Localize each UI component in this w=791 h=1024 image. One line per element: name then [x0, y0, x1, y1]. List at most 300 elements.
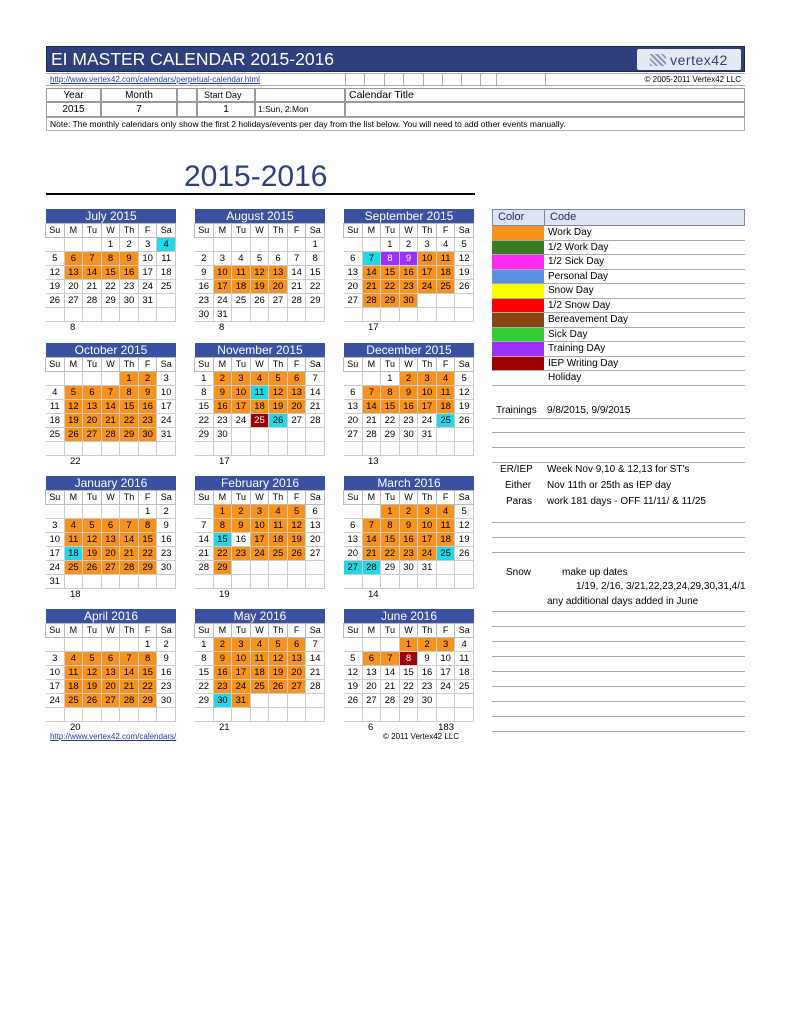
day-cell[interactable]: 12 — [455, 386, 474, 400]
day-cell[interactable]: 17 — [251, 533, 270, 547]
day-cell[interactable]: 31 — [418, 561, 437, 575]
day-cell[interactable]: 6 — [65, 252, 84, 266]
day-cell[interactable]: 6 — [344, 519, 363, 533]
day-cell[interactable]: 3 — [46, 652, 65, 666]
day-cell[interactable]: 26 — [455, 280, 474, 294]
day-cell[interactable]: 30 — [157, 561, 176, 575]
day-cell[interactable]: 14 — [195, 533, 214, 547]
day-cell[interactable]: 17 — [46, 547, 65, 561]
day-cell[interactable]: 8 — [306, 252, 325, 266]
day-cell[interactable]: 7 — [288, 252, 307, 266]
day-cell[interactable]: 24 — [157, 414, 176, 428]
day-cell[interactable]: 11 — [251, 652, 270, 666]
day-cell[interactable]: 29 — [120, 428, 139, 442]
day-cell[interactable]: 30 — [120, 294, 139, 308]
day-cell[interactable]: 28 — [363, 561, 382, 575]
day-cell[interactable]: 7 — [120, 519, 139, 533]
day-cell[interactable]: 16 — [157, 666, 176, 680]
day-cell[interactable]: 8 — [381, 386, 400, 400]
day-cell[interactable]: 19 — [455, 400, 474, 414]
day-cell[interactable]: 17 — [232, 666, 251, 680]
day-cell[interactable]: 4 — [65, 652, 84, 666]
day-cell[interactable]: 12 — [251, 266, 270, 280]
day-cell[interactable]: 9 — [120, 252, 139, 266]
day-cell[interactable]: 22 — [120, 414, 139, 428]
day-cell[interactable]: 21 — [288, 280, 307, 294]
template-link[interactable]: http://www.vertex42.com/calendars/perpetual-calendar.html — [50, 75, 260, 84]
day-cell[interactable]: 3 — [418, 505, 437, 519]
day-cell[interactable]: 9 — [232, 519, 251, 533]
day-cell[interactable]: 26 — [455, 547, 474, 561]
day-cell[interactable]: 25 — [157, 280, 176, 294]
day-cell[interactable]: 26 — [251, 294, 270, 308]
day-cell[interactable]: 1 — [381, 238, 400, 252]
day-cell[interactable]: 4 — [157, 238, 176, 252]
day-cell[interactable]: 31 — [214, 308, 233, 322]
day-cell[interactable]: 28 — [363, 294, 382, 308]
day-cell[interactable]: 6 — [102, 519, 121, 533]
day-cell[interactable]: 13 — [65, 266, 84, 280]
day-cell[interactable]: 11 — [46, 400, 65, 414]
day-cell[interactable]: 15 — [381, 400, 400, 414]
day-cell[interactable]: 14 — [306, 386, 325, 400]
day-cell[interactable]: 5 — [269, 638, 288, 652]
day-cell[interactable]: 26 — [288, 547, 307, 561]
day-cell[interactable]: 8 — [139, 652, 158, 666]
day-cell[interactable]: 8 — [381, 519, 400, 533]
day-cell[interactable]: 11 — [232, 266, 251, 280]
day-cell[interactable]: 20 — [344, 414, 363, 428]
day-cell[interactable]: 22 — [195, 414, 214, 428]
day-cell[interactable]: 27 — [363, 694, 382, 708]
vertex42-logo[interactable] — [637, 49, 741, 70]
day-cell[interactable]: 28 — [288, 294, 307, 308]
day-cell[interactable]: 23 — [139, 414, 158, 428]
day-cell[interactable]: 29 — [306, 294, 325, 308]
day-cell[interactable]: 3 — [437, 638, 456, 652]
day-cell[interactable]: 4 — [46, 386, 65, 400]
day-cell[interactable]: 27 — [344, 561, 363, 575]
day-cell[interactable]: 30 — [418, 694, 437, 708]
day-cell[interactable]: 23 — [214, 414, 233, 428]
day-cell[interactable]: 25 — [65, 561, 84, 575]
day-cell[interactable]: 28 — [306, 680, 325, 694]
day-cell[interactable]: 9 — [157, 652, 176, 666]
day-cell[interactable]: 14 — [102, 400, 121, 414]
day-cell[interactable]: 14 — [363, 266, 382, 280]
day-cell[interactable]: 25 — [437, 547, 456, 561]
day-cell[interactable]: 5 — [344, 652, 363, 666]
day-cell[interactable]: 2 — [157, 638, 176, 652]
day-cell[interactable]: 30 — [400, 428, 419, 442]
day-cell[interactable]: 12 — [455, 252, 474, 266]
day-cell[interactable]: 3 — [214, 252, 233, 266]
day-cell[interactable]: 3 — [418, 238, 437, 252]
day-cell[interactable]: 23 — [120, 280, 139, 294]
day-cell[interactable]: 21 — [102, 414, 121, 428]
day-cell[interactable]: 13 — [344, 400, 363, 414]
day-cell[interactable]: 4 — [251, 372, 270, 386]
day-cell[interactable]: 5 — [46, 252, 65, 266]
day-cell[interactable]: 13 — [102, 533, 121, 547]
day-cell[interactable]: 13 — [306, 519, 325, 533]
day-cell[interactable]: 10 — [418, 386, 437, 400]
day-cell[interactable]: 20 — [306, 533, 325, 547]
day-cell[interactable]: 6 — [83, 386, 102, 400]
day-cell[interactable]: 1 — [102, 238, 121, 252]
day-cell[interactable]: 25 — [437, 280, 456, 294]
day-cell[interactable]: 3 — [251, 505, 270, 519]
day-cell[interactable]: 7 — [306, 638, 325, 652]
day-cell[interactable]: 6 — [102, 652, 121, 666]
day-cell[interactable]: 19 — [455, 266, 474, 280]
day-cell[interactable]: 2 — [214, 638, 233, 652]
day-cell[interactable]: 27 — [83, 428, 102, 442]
day-cell[interactable]: 25 — [251, 680, 270, 694]
day-cell[interactable]: 28 — [120, 561, 139, 575]
day-cell[interactable]: 2 — [157, 505, 176, 519]
day-cell[interactable]: 13 — [102, 666, 121, 680]
day-cell[interactable]: 14 — [363, 533, 382, 547]
day-cell[interactable]: 27 — [344, 294, 363, 308]
day-cell[interactable]: 19 — [455, 533, 474, 547]
day-cell[interactable]: 4 — [232, 252, 251, 266]
day-cell[interactable]: 5 — [455, 238, 474, 252]
day-cell[interactable]: 1 — [195, 372, 214, 386]
day-cell[interactable]: 12 — [46, 266, 65, 280]
day-cell[interactable]: 18 — [437, 400, 456, 414]
day-cell[interactable]: 13 — [288, 386, 307, 400]
day-cell[interactable]: 6 — [363, 652, 382, 666]
day-cell[interactable]: 24 — [232, 680, 251, 694]
day-cell[interactable]: 22 — [306, 280, 325, 294]
day-cell[interactable]: 27 — [288, 414, 307, 428]
day-cell[interactable]: 28 — [306, 414, 325, 428]
day-cell[interactable]: 9 — [214, 386, 233, 400]
day-cell[interactable]: 30 — [195, 308, 214, 322]
day-cell[interactable]: 5 — [83, 652, 102, 666]
day-cell[interactable]: 11 — [65, 666, 84, 680]
day-cell[interactable]: 17 — [46, 680, 65, 694]
day-cell[interactable]: 29 — [102, 294, 121, 308]
day-cell[interactable]: 16 — [214, 666, 233, 680]
day-cell[interactable]: 9 — [139, 386, 158, 400]
day-cell[interactable]: 11 — [65, 533, 84, 547]
day-cell[interactable]: 20 — [288, 666, 307, 680]
day-cell[interactable]: 23 — [157, 680, 176, 694]
day-cell[interactable]: 18 — [269, 533, 288, 547]
day-cell[interactable]: 6 — [306, 505, 325, 519]
day-cell[interactable]: 2 — [139, 372, 158, 386]
day-cell[interactable]: 2 — [232, 505, 251, 519]
day-cell[interactable]: 8 — [195, 386, 214, 400]
day-cell[interactable]: 28 — [381, 694, 400, 708]
day-cell[interactable]: 24 — [418, 280, 437, 294]
day-cell[interactable]: 11 — [251, 386, 270, 400]
day-cell[interactable]: 19 — [251, 280, 270, 294]
day-cell[interactable]: 10 — [232, 386, 251, 400]
day-cell[interactable]: 31 — [157, 428, 176, 442]
start-day-input[interactable]: 1 — [197, 102, 255, 117]
day-cell[interactable]: 24 — [418, 547, 437, 561]
day-cell[interactable]: 9 — [418, 652, 437, 666]
day-cell[interactable]: 3 — [46, 519, 65, 533]
day-cell[interactable]: 18 — [437, 533, 456, 547]
day-cell[interactable]: 31 — [139, 294, 158, 308]
day-cell[interactable]: 26 — [269, 680, 288, 694]
day-cell[interactable]: 20 — [344, 547, 363, 561]
day-cell[interactable]: 9 — [157, 519, 176, 533]
day-cell[interactable]: 7 — [195, 519, 214, 533]
day-cell[interactable]: 26 — [83, 694, 102, 708]
day-cell[interactable]: 1 — [139, 638, 158, 652]
day-cell[interactable]: 26 — [344, 694, 363, 708]
day-cell[interactable]: 8 — [400, 652, 419, 666]
day-cell[interactable]: 21 — [120, 547, 139, 561]
day-cell[interactable]: 10 — [418, 252, 437, 266]
day-cell[interactable]: 6 — [344, 252, 363, 266]
day-cell[interactable]: 11 — [269, 519, 288, 533]
day-cell[interactable]: 7 — [306, 372, 325, 386]
day-cell[interactable]: 30 — [214, 694, 233, 708]
day-cell[interactable]: 5 — [455, 505, 474, 519]
day-cell[interactable]: 9 — [195, 266, 214, 280]
day-cell[interactable]: 10 — [214, 266, 233, 280]
day-cell[interactable]: 29 — [195, 694, 214, 708]
day-cell[interactable]: 31 — [46, 575, 65, 589]
day-cell[interactable]: 3 — [157, 372, 176, 386]
day-cell[interactable]: 12 — [83, 533, 102, 547]
day-cell[interactable]: 2 — [214, 372, 233, 386]
day-cell[interactable]: 19 — [83, 680, 102, 694]
day-cell[interactable]: 20 — [83, 414, 102, 428]
day-cell[interactable]: 18 — [232, 280, 251, 294]
day-cell[interactable]: 8 — [139, 519, 158, 533]
day-cell[interactable]: 16 — [400, 266, 419, 280]
day-cell[interactable]: 18 — [455, 666, 474, 680]
day-cell[interactable]: 2 — [120, 238, 139, 252]
day-cell[interactable]: 22 — [195, 680, 214, 694]
day-cell[interactable]: 13 — [344, 266, 363, 280]
day-cell[interactable]: 11 — [455, 652, 474, 666]
day-cell[interactable]: 20 — [102, 547, 121, 561]
day-cell[interactable]: 24 — [232, 414, 251, 428]
day-cell[interactable]: 17 — [418, 533, 437, 547]
day-cell[interactable]: 24 — [251, 547, 270, 561]
day-cell[interactable]: 26 — [269, 414, 288, 428]
day-cell[interactable]: 21 — [306, 400, 325, 414]
day-cell[interactable]: 25 — [455, 680, 474, 694]
day-cell[interactable]: 20 — [288, 400, 307, 414]
month-input[interactable]: 7 — [101, 102, 177, 117]
day-cell[interactable]: 26 — [46, 294, 65, 308]
footer-link[interactable]: http://www.vertex42.com/calendars/ — [50, 732, 177, 741]
calendar-title-input[interactable] — [345, 102, 745, 117]
day-cell[interactable]: 31 — [418, 428, 437, 442]
day-cell[interactable]: 25 — [269, 547, 288, 561]
day-cell[interactable]: 22 — [381, 414, 400, 428]
day-cell[interactable]: 4 — [251, 638, 270, 652]
day-cell[interactable]: 18 — [251, 666, 270, 680]
day-cell[interactable]: 15 — [400, 666, 419, 680]
day-cell[interactable]: 5 — [65, 386, 84, 400]
day-cell[interactable]: 10 — [418, 519, 437, 533]
day-cell[interactable]: 18 — [65, 680, 84, 694]
day-cell[interactable]: 16 — [120, 266, 139, 280]
day-cell[interactable]: 16 — [400, 400, 419, 414]
day-cell[interactable]: 4 — [437, 372, 456, 386]
day-cell[interactable]: 15 — [381, 266, 400, 280]
day-cell[interactable]: 25 — [65, 694, 84, 708]
day-cell[interactable]: 19 — [83, 547, 102, 561]
day-cell[interactable]: 15 — [139, 533, 158, 547]
day-cell[interactable]: 17 — [214, 280, 233, 294]
day-cell[interactable]: 25 — [46, 428, 65, 442]
day-cell[interactable]: 19 — [344, 680, 363, 694]
day-cell[interactable]: 20 — [102, 680, 121, 694]
day-cell[interactable]: 15 — [139, 666, 158, 680]
day-cell[interactable]: 16 — [195, 280, 214, 294]
day-cell[interactable]: 17 — [139, 266, 158, 280]
day-cell[interactable]: 4 — [455, 638, 474, 652]
day-cell[interactable]: 19 — [46, 280, 65, 294]
day-cell[interactable]: 16 — [418, 666, 437, 680]
day-cell[interactable]: 10 — [437, 652, 456, 666]
day-cell[interactable]: 12 — [269, 386, 288, 400]
day-cell[interactable]: 2 — [400, 372, 419, 386]
day-cell[interactable]: 22 — [139, 680, 158, 694]
day-cell[interactable]: 28 — [102, 428, 121, 442]
day-cell[interactable]: 9 — [400, 386, 419, 400]
day-cell[interactable]: 10 — [251, 519, 270, 533]
day-cell[interactable]: 16 — [139, 400, 158, 414]
day-cell[interactable]: 1 — [195, 638, 214, 652]
day-cell[interactable]: 11 — [437, 519, 456, 533]
day-cell[interactable]: 16 — [400, 533, 419, 547]
day-cell[interactable]: 9 — [400, 519, 419, 533]
day-cell[interactable]: 4 — [437, 505, 456, 519]
day-cell[interactable]: 2 — [400, 505, 419, 519]
day-cell[interactable]: 19 — [288, 533, 307, 547]
day-cell[interactable]: 14 — [381, 666, 400, 680]
day-cell[interactable]: 18 — [157, 266, 176, 280]
day-cell[interactable]: 21 — [381, 680, 400, 694]
day-cell[interactable]: 1 — [214, 505, 233, 519]
day-cell[interactable]: 9 — [214, 652, 233, 666]
day-cell[interactable]: 21 — [363, 280, 382, 294]
day-cell[interactable]: 22 — [102, 280, 121, 294]
day-cell[interactable]: 17 — [232, 400, 251, 414]
day-cell[interactable]: 1 — [306, 238, 325, 252]
day-cell[interactable]: 8 — [102, 252, 121, 266]
day-cell[interactable]: 3 — [418, 372, 437, 386]
day-cell[interactable]: 21 — [195, 547, 214, 561]
day-cell[interactable]: 17 — [418, 266, 437, 280]
day-cell[interactable]: 16 — [157, 533, 176, 547]
day-cell[interactable]: 19 — [65, 414, 84, 428]
day-cell[interactable]: 13 — [288, 652, 307, 666]
day-cell[interactable]: 17 — [418, 400, 437, 414]
day-cell[interactable]: 27 — [344, 428, 363, 442]
day-cell[interactable]: 23 — [400, 414, 419, 428]
day-cell[interactable]: 21 — [83, 280, 102, 294]
day-cell[interactable]: 12 — [83, 666, 102, 680]
day-cell[interactable]: 25 — [251, 414, 270, 428]
day-cell[interactable]: 12 — [344, 666, 363, 680]
day-cell[interactable]: 18 — [251, 400, 270, 414]
day-cell[interactable]: 23 — [418, 680, 437, 694]
day-cell[interactable]: 22 — [381, 280, 400, 294]
day-cell[interactable]: 18 — [437, 266, 456, 280]
day-cell[interactable]: 13 — [83, 400, 102, 414]
day-cell[interactable]: 2 — [400, 238, 419, 252]
day-cell[interactable]: 21 — [363, 414, 382, 428]
day-cell[interactable]: 7 — [363, 252, 382, 266]
day-cell[interactable]: 19 — [269, 400, 288, 414]
day-cell[interactable]: 9 — [400, 252, 419, 266]
day-cell[interactable]: 1 — [400, 638, 419, 652]
day-cell[interactable]: 23 — [195, 294, 214, 308]
day-cell[interactable]: 25 — [232, 294, 251, 308]
day-cell[interactable]: 17 — [157, 400, 176, 414]
day-cell[interactable]: 7 — [83, 252, 102, 266]
day-cell[interactable]: 10 — [232, 652, 251, 666]
day-cell[interactable]: 29 — [139, 694, 158, 708]
day-cell[interactable]: 23 — [232, 547, 251, 561]
day-cell[interactable]: 12 — [455, 519, 474, 533]
day-cell[interactable]: 22 — [400, 680, 419, 694]
day-cell[interactable]: 16 — [214, 400, 233, 414]
day-cell[interactable]: 6 — [269, 252, 288, 266]
day-cell[interactable]: 19 — [269, 666, 288, 680]
day-cell[interactable]: 8 — [381, 252, 400, 266]
day-cell[interactable]: 1 — [139, 505, 158, 519]
day-cell[interactable]: 29 — [381, 561, 400, 575]
day-cell[interactable]: 27 — [306, 547, 325, 561]
day-cell[interactable]: 29 — [195, 428, 214, 442]
day-cell[interactable]: 17 — [437, 666, 456, 680]
day-cell[interactable]: 24 — [46, 561, 65, 575]
day-cell[interactable]: 11 — [437, 386, 456, 400]
day-cell[interactable]: 3 — [232, 638, 251, 652]
day-cell[interactable]: 1 — [381, 372, 400, 386]
day-cell[interactable]: 11 — [437, 252, 456, 266]
year-input[interactable]: 2015 — [46, 102, 101, 117]
day-cell[interactable]: 4 — [65, 519, 84, 533]
day-cell[interactable]: 10 — [46, 533, 65, 547]
day-cell[interactable]: 21 — [120, 680, 139, 694]
day-cell[interactable]: 10 — [157, 386, 176, 400]
day-cell[interactable]: 11 — [157, 252, 176, 266]
day-cell[interactable]: 15 — [306, 266, 325, 280]
day-cell[interactable]: 5 — [251, 252, 270, 266]
day-cell[interactable]: 20 — [65, 280, 84, 294]
day-cell[interactable]: 7 — [102, 386, 121, 400]
day-cell[interactable]: 29 — [381, 294, 400, 308]
day-cell[interactable]: 12 — [269, 652, 288, 666]
day-cell[interactable]: 25 — [437, 414, 456, 428]
day-cell[interactable]: 15 — [195, 666, 214, 680]
day-cell[interactable]: 31 — [232, 694, 251, 708]
day-cell[interactable]: 12 — [65, 400, 84, 414]
day-cell[interactable]: 14 — [120, 533, 139, 547]
day-cell[interactable]: 28 — [120, 694, 139, 708]
day-cell[interactable]: 27 — [102, 694, 121, 708]
day-cell[interactable]: 20 — [344, 280, 363, 294]
day-cell[interactable]: 13 — [344, 533, 363, 547]
day-cell[interactable]: 18 — [46, 414, 65, 428]
day-cell[interactable]: 29 — [139, 561, 158, 575]
